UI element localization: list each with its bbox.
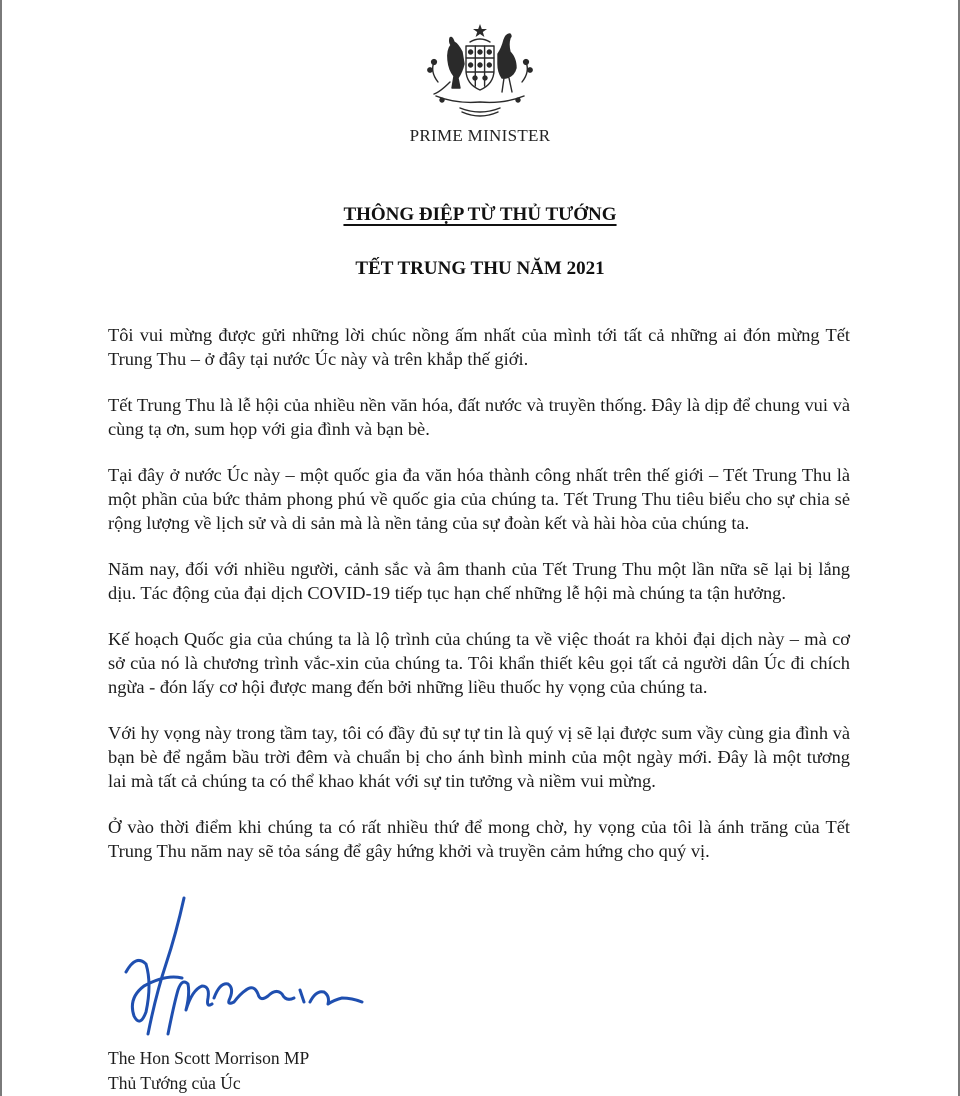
letter-paragraph: Với hy vọng này trong tầm tay, tôi có đầy đủ sự tự tin là quý vị sẽ lại được sum vầy cùng gia đình và bạn bè để ngắm bầu trời đêm và chuẩn bị cho ánh bình minh của một ngày mới. Đây là một tương lai mà tất cả chúng ta có thể khao khát với sự tin tưởng và niềm vui mừng. <box>108 723 850 791</box>
coat-of-arms-icon <box>416 22 544 122</box>
letter-title-text: THÔNG ĐIỆP TỪ THỦ TƯỚNG <box>343 204 617 225</box>
letter-paragraph: Năm nay, đối với nhiều người, cảnh sắc và âm thanh của Tết Trung Thu một lần nữa sẽ lại bị lắng dịu. Tác động của đại dịch COVID-19 tiếp tục hạn chế những lễ hội mà chúng ta tận hưởng. <box>108 559 850 603</box>
letter-paragraph: Ở vào thời điểm khi chúng ta có rất nhiều thứ để mong chờ, hy vọng của tôi là ánh trăng của Tết Trung Thu năm nay sẽ tỏa sáng để gây hứng khởi và truyền cảm hứng cho quý vị. <box>108 817 850 861</box>
letter-paragraph: Tôi vui mừng được gửi những lời chúc nồng ấm nhất của mình tới tất cả những ai đón mừng Tết Trung Thu – ở đây tại nước Úc này và trên khắp thế giới. <box>108 325 850 369</box>
letter-paragraph: Tết Trung Thu là lễ hội của nhiều nền văn hóa, đất nước và truyền thống. Đây là dịp để chung vui và cùng tạ ơn, sum họp với gia đình và bạn bè. <box>108 395 850 439</box>
letter-paragraph: Kế hoạch Quốc gia của chúng ta là lộ trình của chúng ta về việc thoát ra khỏi đại dịch này – mà cơ sở của nó là chương trình vắc-xin của chúng ta. Tôi khẩn thiết kêu gọi tất cả người dân Úc đi chích ngừa - đón lấy cơ hội được mang đến bởi những liều thuốc hy vọng của chúng ta. <box>108 629 850 697</box>
letter-paragraph: Tại đây ở nước Úc này – một quốc gia đa văn hóa thành công nhất trên thế giới – Tết Trung Thu là một phần của bức thảm phong phú về quốc gia của chúng ta. Tết Trung Thu tiêu biểu cho sự chia sẻ rộng lượng về lịch sử và di sản mà là nền tảng của sự đoàn kết và hài hòa của chúng ta. <box>108 465 850 533</box>
letterhead-office: PRIME MINISTER <box>409 126 551 145</box>
handwritten-signature <box>116 894 366 1044</box>
letter-title <box>0 204 960 226</box>
signer-name: The Hon Scott Morrison MP <box>108 1048 310 1068</box>
letter-subtitle: TẾT TRUNG THU NĂM 2021 <box>355 258 605 279</box>
page-border-left <box>0 0 2 1096</box>
signer-role: Thủ Tướng của Úc <box>108 1073 241 1093</box>
letter-body <box>108 323 850 885</box>
